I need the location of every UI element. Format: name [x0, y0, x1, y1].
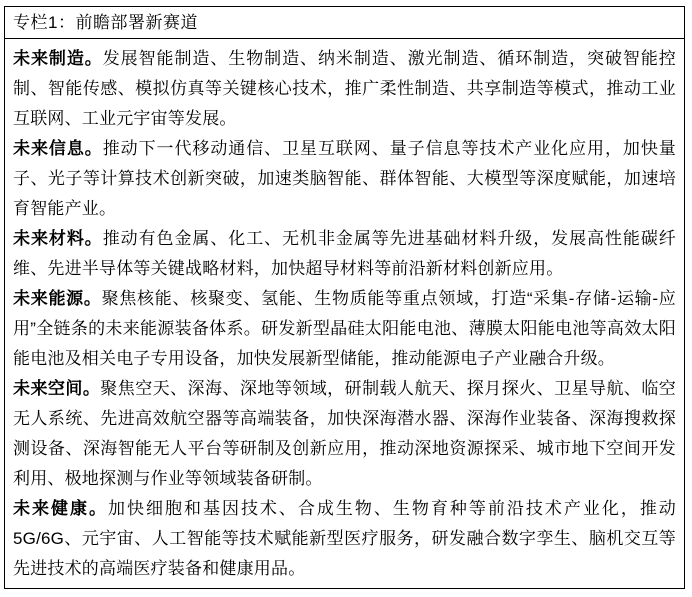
- column-box: [4, 6, 685, 589]
- column-box-body: [5, 39, 684, 588]
- section-text: 聚焦空天、深海、深地等领域，研制载人航天、探月探火、卫星导航、临空无人系统、先进高效航空器等高端装备，加快深海潜水器、深海作业装备、深海搜救探测设备、深海智能无人平台等研制及创新应用，推动深地资源探采、城市地下空间开发利用、极地探测与作业等领域装备研制。: [13, 379, 677, 488]
- section-text: 发展智能制造、生物制造、纳米制造、激光制造、循环制造，突破智能控制、智能传感、模拟仿真等关键核心技术，推广柔性制造、共享制造等模式，推动工业互联网、工业元宇宙等发展。: [13, 49, 677, 128]
- section-paragraph-future-health: [13, 494, 676, 584]
- section-text: 推动有色金属、化工、无机非金属等先进基础材料升级，发展高性能碳纤维、先进半导体等关键战略材料，加快超导材料等前沿新材料创新应用。: [13, 229, 677, 278]
- section-paragraph-future-information: [13, 134, 676, 224]
- column-box-title: 专栏1：前瞻部署新赛道: [5, 7, 684, 39]
- section-paragraph-future-space: [13, 374, 676, 494]
- section-text: 聚焦核能、核聚变、氢能、生物质能等重点领域，打造“采集-存储-运输-应用”全链条的未来能源装备体系。研发新型晶硅太阳能电池、薄膜太阳能电池等高效太阳能电池及相关电子专用设备，加快发展新型储能，推动能源电子产业融合升级。: [13, 289, 676, 368]
- section-heading: 未来空间。: [13, 379, 101, 398]
- section-heading: 未来材料。: [13, 229, 103, 248]
- section-heading: 未来健康。: [13, 499, 108, 518]
- section-paragraph-future-manufacturing: [13, 44, 676, 134]
- section-heading: 未来信息。: [13, 139, 103, 158]
- section-paragraph-future-materials: [13, 224, 676, 284]
- section-heading: 未来制造。: [13, 49, 103, 68]
- section-text: 推动下一代移动通信、卫星互联网、量子信息等技术产业化应用，加快量子、光子等计算技术创新突破，加速类脑智能、群体智能、大模型等深度赋能，加速培育智能产业。: [13, 139, 677, 218]
- section-text: 加快细胞和基因技术、合成生物、生物育种等前沿技术产业化，推动5G/6G、元宇宙、人工智能等技术赋能新型医疗服务，研发融合数字孪生、脑机交互等先进技术的高端医疗装备和健康用品。: [13, 499, 677, 578]
- section-heading: 未来能源。: [13, 289, 102, 308]
- section-paragraph-future-energy: [13, 284, 676, 374]
